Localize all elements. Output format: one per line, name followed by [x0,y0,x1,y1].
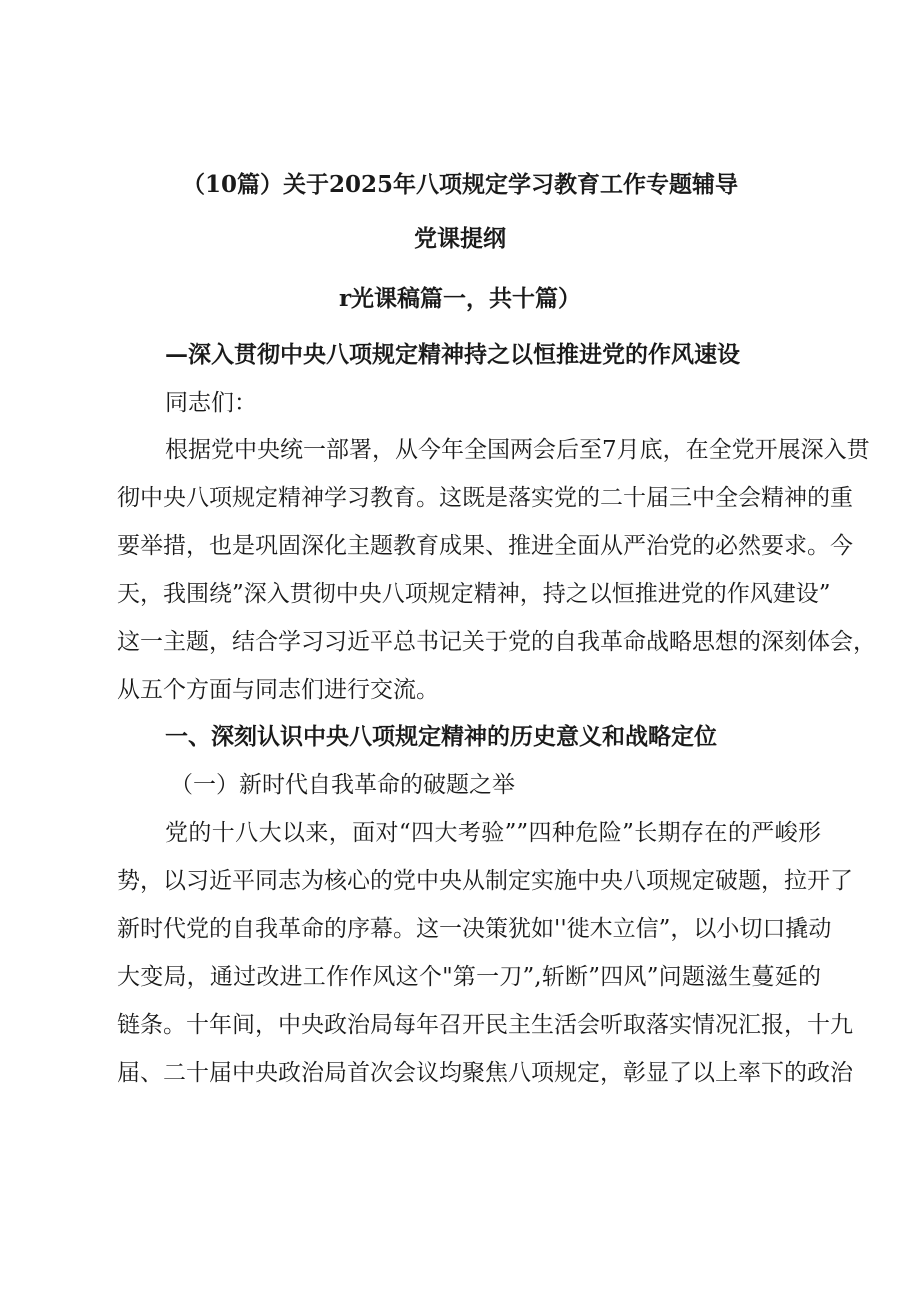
body-line: 党的十八大以来，面对“四大考验””四种危险”长期存在的严峻形 [165,820,821,846]
intro-line: 要举措，也是巩固深化主题教育成果、推进全面从严治党的必然要求。今 [117,533,853,559]
intro-line: 彻中央八项规定精神学习教育。这既是落实党的二十届三中全会精神的重 [117,485,853,511]
document-title-line-2: 党课提纲 [414,225,506,252]
intro-line: 天，我围绕”深入贯彻中央八项规定精神，持之以恒推进党的作风建设” [117,581,831,607]
subheading-1: （一）新时代自我革命的破题之举 [170,772,515,798]
section-label: r光课稿篇一，共十篇） [338,285,582,312]
body-line: 新时代党的自我革命的序幕。这一决策犹如''徙木立信”，以小切口撬动 [117,916,832,942]
body-line: 链条。十年间，中央政治局每年召开民主生活会听取落实情况汇报，十九 [117,1012,853,1038]
salutation: 同志们： [165,390,257,416]
body-line: 届、二十届中央政治局首次会议均聚焦八项规定，彰显了以上率下的政治 [117,1060,853,1086]
intro-line: 从五个方面与同志们进行交流。 [117,677,439,703]
section-heading-1: 一、深刻认识中央八项规定精神的历史意义和战略定位 [165,723,717,750]
body-line: 大变局，通过改进工作作风这个"第一刀”,斩断”四风”问题滋生蔓延的 [117,964,821,990]
intro-line: 根据党中央统一部署，从今年全国两会后至7月底，在全党开展深入贯 [165,437,870,463]
document-title-line-1: （10篇）关于2025年八项规定学习教育工作专题辅导 [181,171,739,198]
body-line: 势，以习近平同志为核心的党中央从制定实施中央八项规定破题，拉开了 [117,868,853,894]
intro-line: 这一主题，结合学习习近平总书记关于党的自我革命战略思想的深刻体会， [117,629,876,655]
document-subtitle: —深入贯彻中央八项规定精神持之以恒推进党的作风速设 [165,341,740,368]
